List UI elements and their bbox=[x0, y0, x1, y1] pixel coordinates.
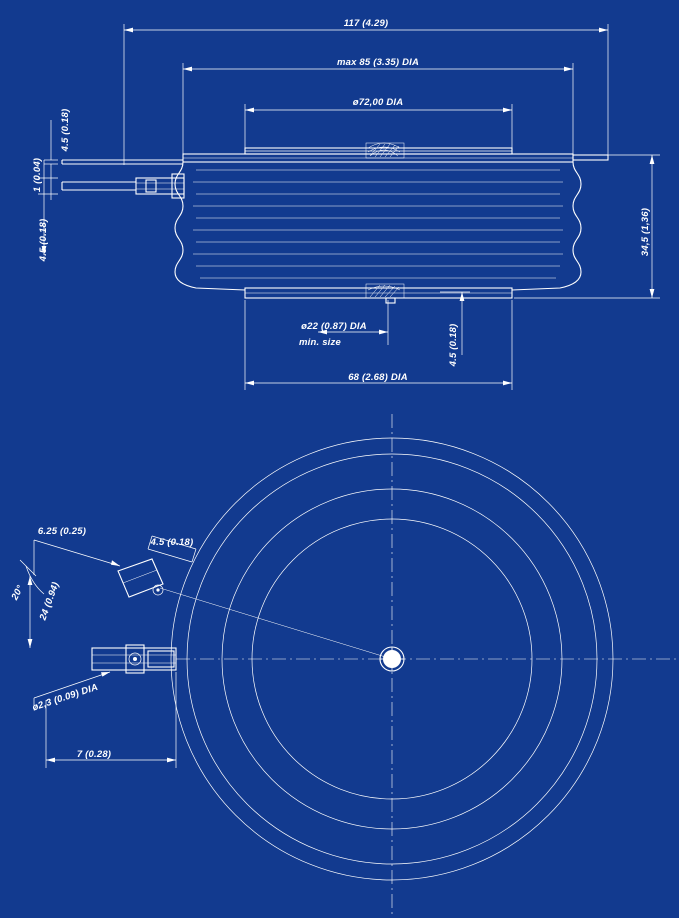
label-gate-pin-diameter: ø2,3 (0.09) DIA bbox=[30, 681, 100, 714]
dim-tab-width bbox=[34, 540, 120, 575]
label-tab-width: 6.25 (0.25) bbox=[37, 526, 87, 537]
label-overall-width: 117 (4.29) bbox=[343, 18, 389, 29]
label-tab-length: 24 (0.94) bbox=[37, 580, 62, 622]
dim-pole-face-diameter bbox=[245, 104, 512, 152]
auxiliary-lead-plan bbox=[92, 645, 176, 673]
dimension-labels bbox=[9, 18, 651, 760]
dim-ceramic-diameter bbox=[183, 63, 573, 160]
radial-leader bbox=[160, 588, 392, 659]
knurl-detail-top bbox=[366, 143, 404, 158]
plan-view bbox=[20, 414, 679, 918]
label-gate-lead-height: 4.5 (0.18) bbox=[448, 323, 459, 367]
dim-overall-height bbox=[514, 155, 660, 298]
gate-lead-side bbox=[62, 160, 184, 198]
label-left-terminal-thickness: 1 (0.04) bbox=[32, 157, 43, 193]
dim-tab-length bbox=[28, 576, 33, 648]
label-angle: 20° bbox=[9, 583, 27, 603]
label-base-diameter: 68 (2.68) DIA bbox=[348, 372, 408, 383]
knurl-detail-bottom bbox=[366, 284, 404, 298]
label-cathode-contact-diameter: ø22 (0.87) DIA bbox=[301, 321, 367, 332]
side-elevation-view bbox=[38, 24, 660, 390]
label-cathode-contact-note: min. size bbox=[299, 337, 341, 348]
label-edge-offset: 7 (0.28) bbox=[76, 749, 112, 760]
label-overall-height: 34,5 (1,36) bbox=[640, 207, 651, 257]
label-left-terminal-height: 4.5 (0.18) bbox=[38, 218, 49, 262]
gate-tab-plan bbox=[118, 559, 163, 597]
label-tab-small-width: 4.5 (0.18) bbox=[150, 537, 194, 548]
label-ceramic-outer-diameter: max 85 (3.35) DIA bbox=[336, 57, 420, 68]
device-body-side bbox=[124, 143, 608, 303]
label-pole-face-diameter: ø72,00 DIA bbox=[352, 97, 404, 108]
label-left-terminal-width: 4.5 (0.18) bbox=[60, 108, 71, 152]
